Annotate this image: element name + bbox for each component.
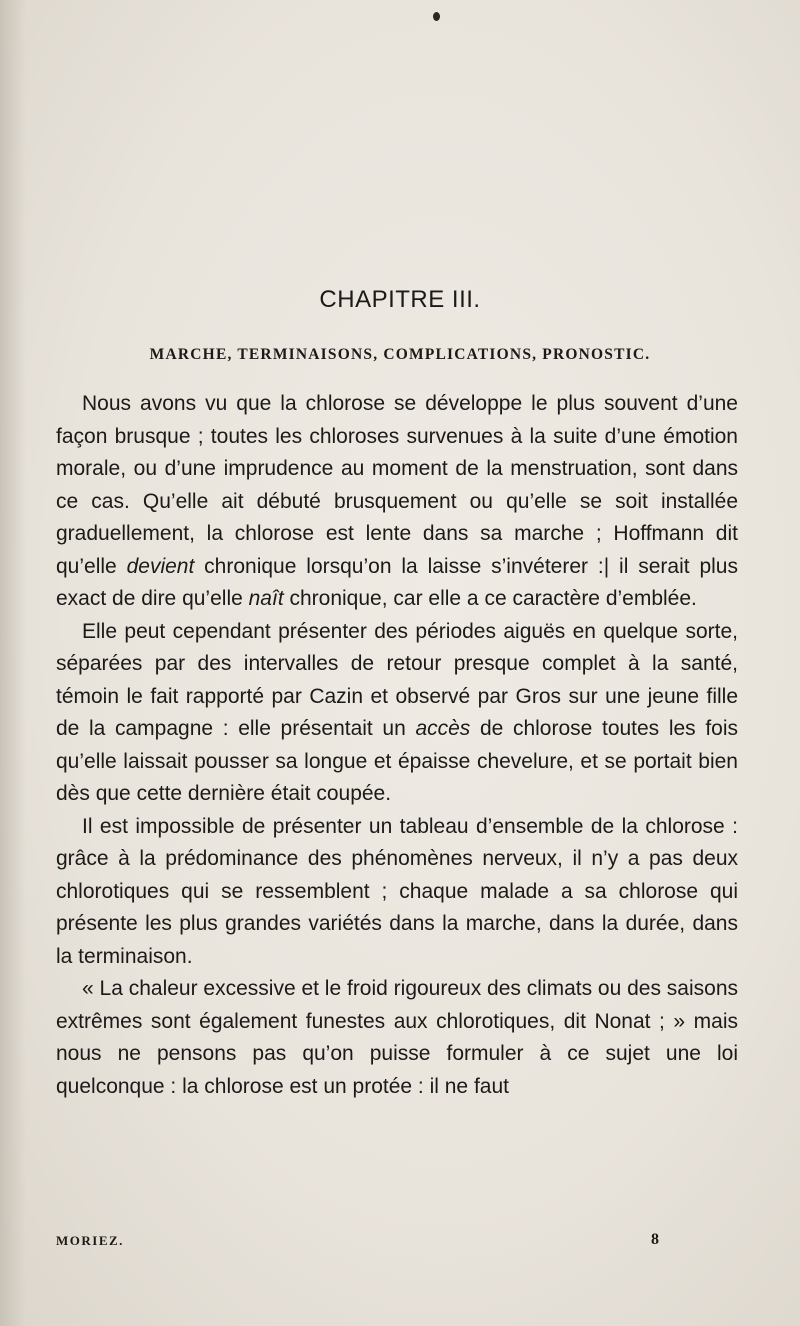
chapter-subtitle: MARCHE, TERMINAISONS, COMPLICATIONS, PRONOSTIC.	[149, 346, 651, 363]
paragraph-2-text-b: de chlorose toutes les fois qu’elle laissait pousser sa longue et épaisse chevelure, et se portait bien dès que cette dernière était coupée.	[56, 717, 739, 805]
italic-devient: devient	[126, 554, 195, 578]
signature-number: 8	[651, 1231, 659, 1248]
paragraph-1	[56, 388, 738, 616]
page-edge-shadow	[0, 0, 26, 1326]
signature-mark: MORIEZ.	[56, 1233, 124, 1248]
paragraph-1-text-a: Nous avons vu que la chlorose se développe le plus souvent d’une façon brusque ; toutes les chloroses survenues à la suite d’une émotion morale, ou d’une imprudence au moment de la menstruation, sont dans ce cas. Qu’elle ait débuté brusquement ou qu’elle se soit installée graduellement, la chlorose est lente dans sa marche ; Hoffmann dit qu’elle	[56, 392, 738, 578]
paragraph-3: Il est impossible de présenter un tableau d’ensemble de la chlorose : grâce à la prédominance des phénomènes nerveux, il n’y a pas deux chlorotiques qui se ressemblent ; chaque malade a sa chlorose qui présente les plus grandes variétés dans la marche, dans la durée, dans la terminaison.	[56, 814, 738, 968]
paragraph-1-text-c: chronique, car elle a ce caractère d’emblée.	[283, 587, 697, 610]
paragraph-2-text-a: Elle peut cependant présenter des périodes aiguës en quelque sorte, séparées par des intervalles de retour presque complet à la santé, témoin le fait rapporté par Cazin et observé par Gros sur une jeune fille de la campagne : elle présentait un	[56, 619, 738, 740]
body-text	[56, 388, 738, 1103]
paragraph-4: « La chaleur excessive et le froid rigoureux des climats ou des saisons extrêmes sont également funestes aux chlorotiques, dit Nonat ; » mais nous ne pensons pas qu’on puisse formuler à ce sujet une loi quelconque : la chlorose est un protée : il ne faut	[56, 977, 739, 1098]
paragraph-2	[56, 616, 738, 811]
italic-acces: accès	[415, 717, 471, 740]
italic-nait: naît	[248, 587, 284, 610]
ink-dot	[433, 12, 440, 21]
paragraph-1-text-b: chronique lorsqu’on la laisse s’invéterer :| il serait plus exact de dire qu’elle	[56, 554, 738, 610]
chapter-title: CHAPITRE III.	[319, 286, 481, 313]
